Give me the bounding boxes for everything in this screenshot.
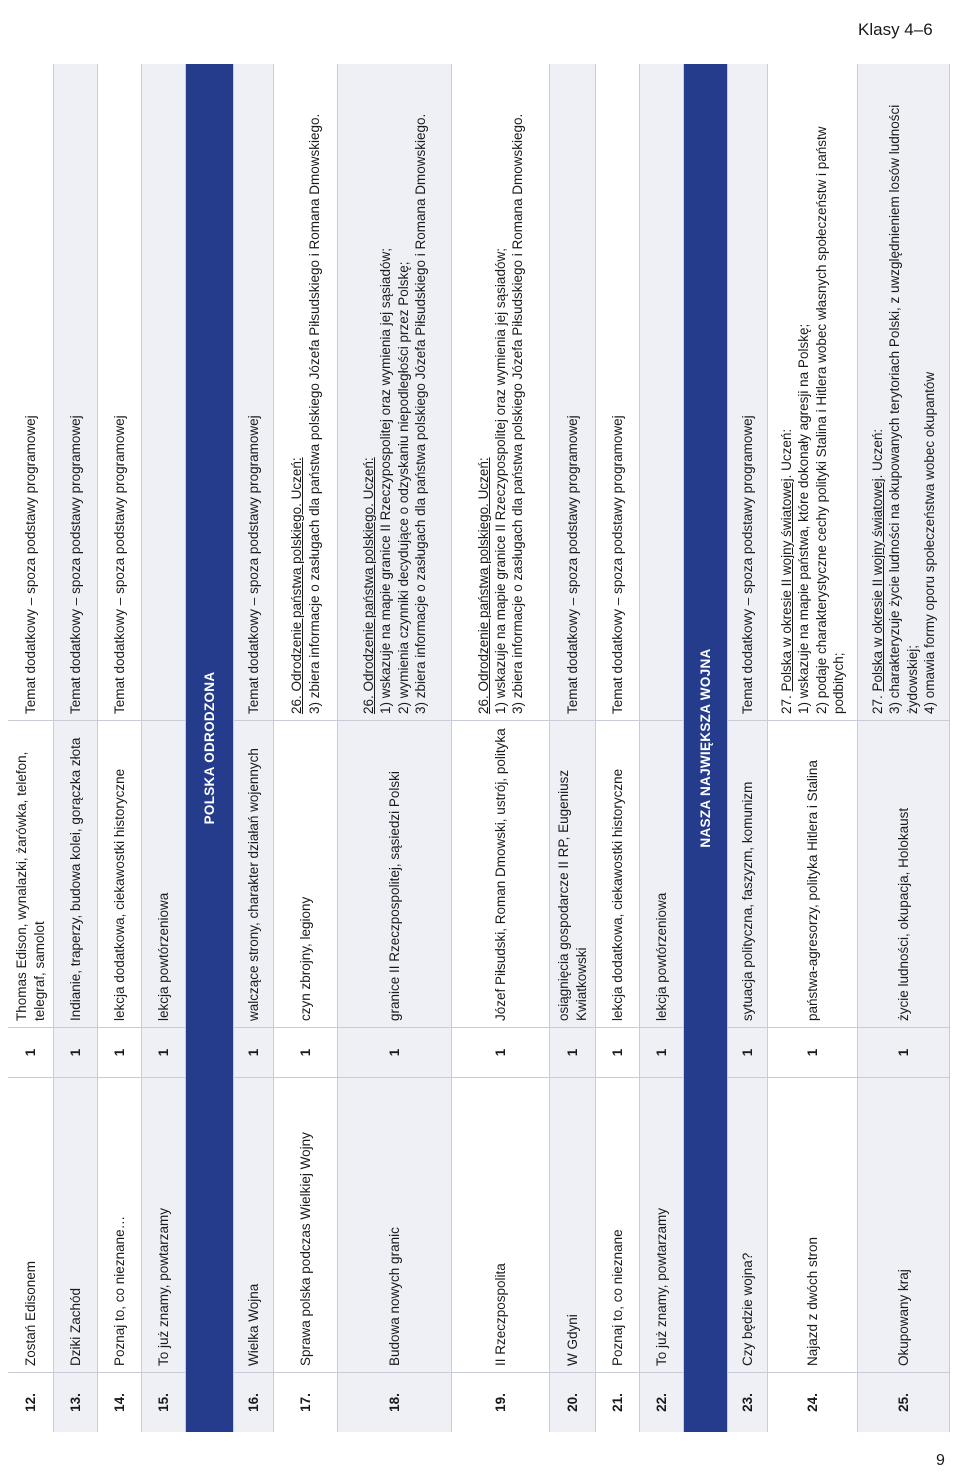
requirement-item: 3) zbiera informacje o zasługach dla państwa polskiego Józefa Piłsudskiego i Romana Dmowskiego. xyxy=(412,113,428,714)
lesson-content: Józef Piłsudski, Roman Dmowski, ustrój, polityka xyxy=(452,720,549,1027)
lesson-topic: To już znamy, powtarzamy xyxy=(142,1077,185,1372)
lesson-content: lekcja dodatkowa, ciekawostki historyczne xyxy=(98,720,141,1027)
lesson-content: życie ludności, okupacja, Holokaust xyxy=(858,720,949,1027)
lesson-topic: W Gdyni xyxy=(550,1077,595,1372)
requirement-text: Temat dodatkowy – spoza podstawy programowej xyxy=(739,415,755,714)
lesson-requirements xyxy=(550,64,595,720)
lesson-topic: Najazd z dwóch stron xyxy=(768,1077,857,1372)
lesson-hours: 1 xyxy=(452,1027,549,1077)
page-number: 9 xyxy=(936,1452,945,1469)
table-row xyxy=(858,64,950,1432)
lesson-topic: Zostań Edisonem xyxy=(8,1077,53,1372)
lesson-requirements xyxy=(98,64,141,720)
lesson-requirements xyxy=(142,64,185,720)
requirement-text: Temat dodatkowy – spoza podstawy programowej xyxy=(22,415,38,714)
requirement-item: 2) wymienia czynniki decydujące o odzyskaniu niepodległości przez Polskę; xyxy=(395,261,411,714)
lesson-content: lekcja powtórzeniowa xyxy=(142,720,185,1027)
lesson-number: 23. xyxy=(728,1372,767,1432)
table-row xyxy=(8,64,54,1432)
table-row xyxy=(274,64,338,1432)
requirement-item: 3) zbiera informacje o zasługach dla państwa polskiego Józefa Piłsudskiego i Romana Dmowskiego. xyxy=(510,113,526,714)
lesson-requirements xyxy=(234,64,273,720)
lesson-hours: 1 xyxy=(234,1027,273,1077)
requirement-suffix: . Uczeń: xyxy=(869,428,885,479)
lesson-content: osiągnięcia gospodarcze II RP, Eugeniusz Kwiatkowski xyxy=(550,720,595,1027)
table-row xyxy=(550,64,596,1432)
lesson-requirements xyxy=(452,64,549,720)
table-row xyxy=(54,64,98,1432)
lesson-topic: Sprawa polska podczas Wielkiej Wojny xyxy=(274,1077,337,1372)
requirement-text: Temat dodatkowy – spoza podstawy programowej xyxy=(67,415,83,714)
lesson-hours: 1 xyxy=(858,1027,949,1077)
table-row xyxy=(142,64,186,1432)
requirement-text: Temat dodatkowy – spoza podstawy programowej xyxy=(564,415,580,714)
requirement-number: 27. xyxy=(869,695,885,714)
lesson-requirements xyxy=(54,64,97,720)
lesson-number: 24. xyxy=(768,1372,857,1432)
lesson-topic: Budowa nowych granic xyxy=(338,1077,451,1372)
requirement-item: 2) podaje charakterystyczne cechy polityki Stalina i Hitlera wobec własnych społeczeństw i państw podbitych; xyxy=(813,126,846,714)
lesson-requirements xyxy=(338,64,451,720)
table-row xyxy=(640,64,684,1432)
requirement-item: 1) wskazuje na mapie państwa, które dokonały agresji na Polskę; xyxy=(796,323,812,714)
section-header: NASZA NAJWIĘKSZA WOJNA xyxy=(684,64,728,1432)
table-row xyxy=(452,64,550,1432)
lesson-requirements xyxy=(640,64,683,720)
lesson-requirements xyxy=(274,64,337,720)
lesson-number: 22. xyxy=(640,1372,683,1432)
lesson-hours: 1 xyxy=(550,1027,595,1077)
requirement-item: 3) zbiera informacje o zasługach dla państwa polskiego Józefa Piłsudskiego i Romana Dmowskiego. xyxy=(306,113,322,714)
requirement-title: Polska w okresie II wojny światowej xyxy=(778,478,794,692)
requirement-item: 3) charakteryzuje życie ludności na okupowanych terytoriach Polski, z uwzględnieniem losów ludności żydowskiej; xyxy=(887,104,920,714)
lesson-topic: Czy będzie wojna? xyxy=(728,1077,767,1372)
table-row xyxy=(234,64,274,1432)
lesson-hours: 1 xyxy=(596,1027,639,1077)
lesson-content: sytuacja polityczna, faszyzm, komunizm xyxy=(728,720,767,1027)
requirement-heading xyxy=(869,70,886,714)
lesson-number: 17. xyxy=(274,1372,337,1432)
requirement-text: Temat dodatkowy – spoza podstawy programowej xyxy=(245,415,261,714)
requirement-heading xyxy=(778,70,795,714)
requirement-item: 1) wskazuje na mapie granice II Rzeczypospolitej oraz wymienia jej sąsiadów; xyxy=(492,248,508,714)
table-row xyxy=(728,64,768,1432)
lesson-requirements xyxy=(8,64,53,720)
lesson-number: 25. xyxy=(858,1372,949,1432)
requirement-number: 27. xyxy=(778,695,794,714)
lesson-content: granice II Rzeczpospolitej, sąsiedzi Polski xyxy=(338,720,451,1027)
table-row xyxy=(596,64,640,1432)
lesson-content: lekcja dodatkowa, ciekawostki historyczne xyxy=(596,720,639,1027)
lesson-hours: 1 xyxy=(8,1027,53,1077)
requirement-item: 4) omawia formy oporu społeczeństwa wobec okupantów xyxy=(921,371,937,714)
lesson-content: Thomas Edison, wynalazki, żarówka, telefon, telegraf, samolot xyxy=(8,720,53,1027)
lesson-content: walczące strony, charakter działań wojennych xyxy=(234,720,273,1027)
lesson-number: 19. xyxy=(452,1372,549,1432)
lesson-requirements xyxy=(596,64,639,720)
lesson-topic: Poznaj to, co nieznane xyxy=(596,1077,639,1372)
lesson-number: 18. xyxy=(338,1372,451,1432)
requirement-item: 1) wskazuje na mapie granice II Rzeczypospolitej oraz wymienia jej sąsiadów; xyxy=(378,248,394,714)
lesson-hours: 1 xyxy=(338,1027,451,1077)
lesson-topic: To już znamy, powtarzamy xyxy=(640,1077,683,1372)
lesson-requirements xyxy=(768,64,857,720)
lesson-hours: 1 xyxy=(274,1027,337,1077)
lesson-number: 16. xyxy=(234,1372,273,1432)
lesson-topic: Poznaj to, co nieznane… xyxy=(98,1077,141,1372)
lesson-topic: Wielka Wojna xyxy=(234,1077,273,1372)
lesson-content: lekcja powtórzeniowa xyxy=(640,720,683,1027)
lesson-topic: Dziki Zachód xyxy=(54,1077,97,1372)
table-row xyxy=(338,64,452,1432)
lesson-hours: 1 xyxy=(54,1027,97,1077)
lesson-number: 14. xyxy=(98,1372,141,1432)
requirement-heading: 26. Odrodzenie państwa polskiego. Uczeń: xyxy=(475,457,491,714)
lesson-number: 20. xyxy=(550,1372,595,1432)
section-header: POLSKA ODRODZONA xyxy=(186,64,234,1432)
lesson-topic: II Rzeczpospolita xyxy=(452,1077,549,1372)
requirement-heading: 26. Odrodzenie państwa polskiego. Uczeń: xyxy=(289,457,305,714)
lesson-requirements xyxy=(858,64,949,720)
requirement-heading: 26. Odrodzenie państwa polskiego. Uczeń: xyxy=(360,457,376,714)
lesson-content: czyn zbrojny, legiony xyxy=(274,720,337,1027)
lesson-topic: Okupowany kraj xyxy=(858,1077,949,1372)
lesson-number: 12. xyxy=(8,1372,53,1432)
lesson-hours: 1 xyxy=(728,1027,767,1077)
requirement-text: Temat dodatkowy – spoza podstawy programowej xyxy=(111,415,127,714)
lesson-content: Indianie, traperzy, budowa kolei, gorączka złota xyxy=(54,720,97,1027)
lesson-number: 21. xyxy=(596,1372,639,1432)
table-row xyxy=(98,64,142,1432)
lesson-number: 13. xyxy=(54,1372,97,1432)
curriculum-table xyxy=(8,64,946,1432)
grade-range-label: Klasy 4–6 xyxy=(858,20,933,39)
requirement-text: Temat dodatkowy – spoza podstawy programowej xyxy=(609,415,625,714)
lesson-hours: 1 xyxy=(142,1027,185,1077)
requirement-suffix: . Uczeń: xyxy=(778,428,794,479)
lesson-hours: 1 xyxy=(640,1027,683,1077)
lesson-content: państwa-agresorzy, polityka Hitlera i Stalina xyxy=(768,720,857,1027)
lesson-hours: 1 xyxy=(98,1027,141,1077)
lesson-number: 15. xyxy=(142,1372,185,1432)
lesson-hours: 1 xyxy=(768,1027,857,1077)
lesson-requirements xyxy=(728,64,767,720)
requirement-title: Polska w okresie II wojny światowej xyxy=(869,478,885,692)
table-row xyxy=(768,64,858,1432)
